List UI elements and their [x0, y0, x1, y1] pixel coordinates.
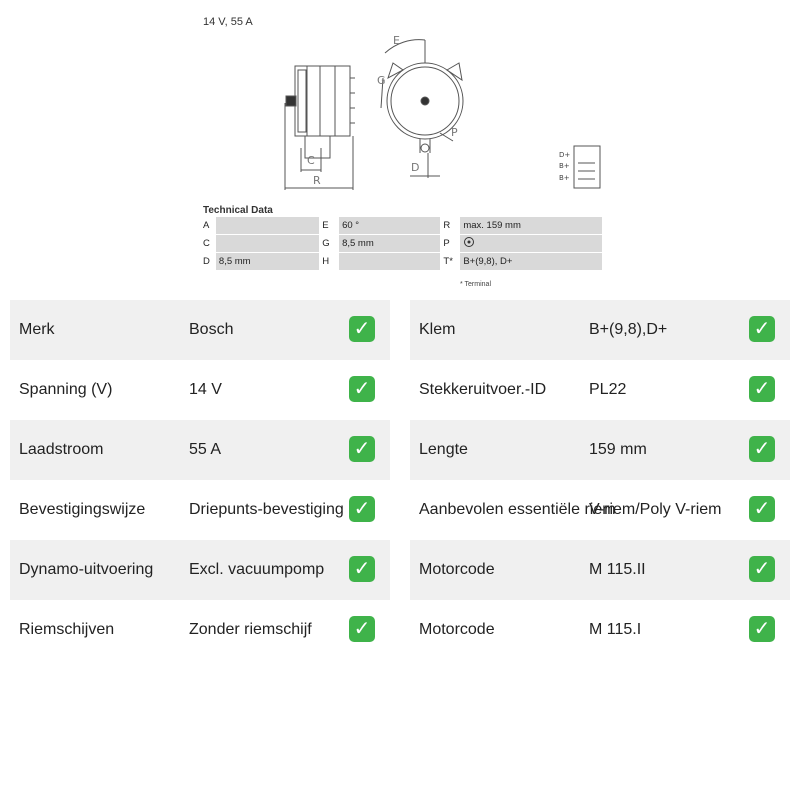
tech-key: E [319, 217, 339, 235]
tech-key: D [200, 253, 216, 271]
pulley-icon-cell [460, 235, 602, 253]
spec-label: Laadstroom [19, 441, 104, 458]
spec-value: Excl. vacuumpomp [189, 561, 325, 578]
spec-row [10, 600, 390, 660]
check-mark-icon: ✓ [349, 436, 375, 462]
pulley-icon [463, 236, 475, 248]
tech-key: C [200, 235, 216, 253]
tech-value [216, 217, 319, 235]
spec-row [410, 360, 790, 420]
spec-value: M 115.II [589, 561, 646, 578]
tech-key: T* [440, 253, 460, 271]
dim-label-d: D [411, 161, 420, 174]
spec-label: Riemschijven [19, 621, 115, 638]
tech-key: G [319, 235, 339, 253]
spec-value: 159 mm [589, 441, 647, 458]
spec-label: Motorcode [419, 621, 495, 638]
spec-row [10, 420, 390, 480]
tech-key: A [200, 217, 216, 235]
spec-label: Merk [19, 321, 55, 338]
tech-value: B+(9,8), D+ [460, 253, 602, 271]
check-mark-icon: ✓ [349, 496, 375, 522]
spec-label: Aanbevolen essentiële riem [419, 501, 616, 518]
check-mark-icon: ✓ [749, 376, 775, 402]
spec-row [410, 420, 790, 480]
dim-label-p: P [451, 126, 458, 139]
tech-value [216, 235, 319, 253]
dim-label-e: E [393, 34, 400, 47]
spec-row [10, 540, 390, 600]
plug-label-d-plus: D+ [559, 151, 571, 159]
spec-row [410, 600, 790, 660]
dim-label-r: R [313, 174, 321, 187]
table-row [200, 253, 602, 271]
plug-label-b-plus-2: B+ [559, 174, 570, 182]
technical-data-title: Technical Data [203, 205, 273, 216]
check-mark-icon: ✓ [749, 496, 775, 522]
spec-value: Zonder riemschijf [189, 621, 312, 638]
tech-value [339, 253, 440, 271]
spec-row [410, 300, 790, 360]
spec-label: Spanning (V) [19, 381, 113, 398]
spec-label: Motorcode [419, 561, 495, 578]
plug-connector-diagram [574, 146, 600, 188]
check-mark-icon: ✓ [349, 376, 375, 402]
check-mark-icon: ✓ [349, 556, 375, 582]
alternator-diagram [195, 8, 605, 208]
table-row [200, 217, 602, 235]
table-footnote: * Terminal [460, 281, 491, 288]
plug-label-b-plus-1: B+ [559, 162, 570, 170]
tech-value: max. 159 mm [460, 217, 602, 235]
spec-label: Bevestigingswijze [19, 501, 146, 518]
dim-label-g: G [377, 74, 386, 87]
technical-drawing [195, 8, 605, 298]
spec-value: M 115.I [589, 621, 642, 638]
spec-row [410, 480, 790, 540]
spec-label: Dynamo-uitvoering [19, 561, 154, 578]
spec-row [10, 300, 390, 360]
spec-value: Driepunts-bevestiging [189, 501, 344, 518]
tech-key: P [440, 235, 460, 253]
technical-data-table [200, 217, 602, 271]
check-mark-icon: ✓ [349, 316, 375, 342]
spec-list-right [410, 300, 790, 660]
tech-value: 60 ° [339, 217, 440, 235]
spec-label: Lengte [419, 441, 468, 458]
check-mark-icon: ✓ [349, 616, 375, 642]
spec-row [10, 480, 390, 540]
check-mark-icon: ✓ [749, 436, 775, 462]
spec-row [10, 360, 390, 420]
spec-list-left [10, 300, 390, 660]
check-mark-icon: ✓ [749, 316, 775, 342]
dim-label-c: C [307, 154, 315, 167]
tech-key: R [440, 217, 460, 235]
check-mark-icon: ✓ [749, 556, 775, 582]
spec-value: Bosch [189, 321, 234, 338]
spec-value: V-riem/Poly V-riem [589, 501, 722, 518]
spec-row [410, 540, 790, 600]
spec-value: 55 A [189, 441, 222, 458]
table-row [200, 235, 602, 253]
alternator-front-view [381, 40, 463, 178]
tech-value: 8,5 mm [216, 253, 319, 271]
check-mark-icon: ✓ [749, 616, 775, 642]
alternator-side-view [285, 66, 355, 190]
spec-label: Klem [419, 321, 456, 338]
spec-label: Stekkeruitvoer.-ID [419, 381, 547, 398]
spec-value: B+(9,8),D+ [589, 321, 668, 338]
spec-value: PL22 [589, 381, 627, 398]
tech-value: 8,5 mm [339, 235, 440, 253]
tech-key: H [319, 253, 339, 271]
spec-value: 14 V [189, 381, 222, 398]
drawing-subtitle: 14 V, 55 A [203, 16, 253, 28]
